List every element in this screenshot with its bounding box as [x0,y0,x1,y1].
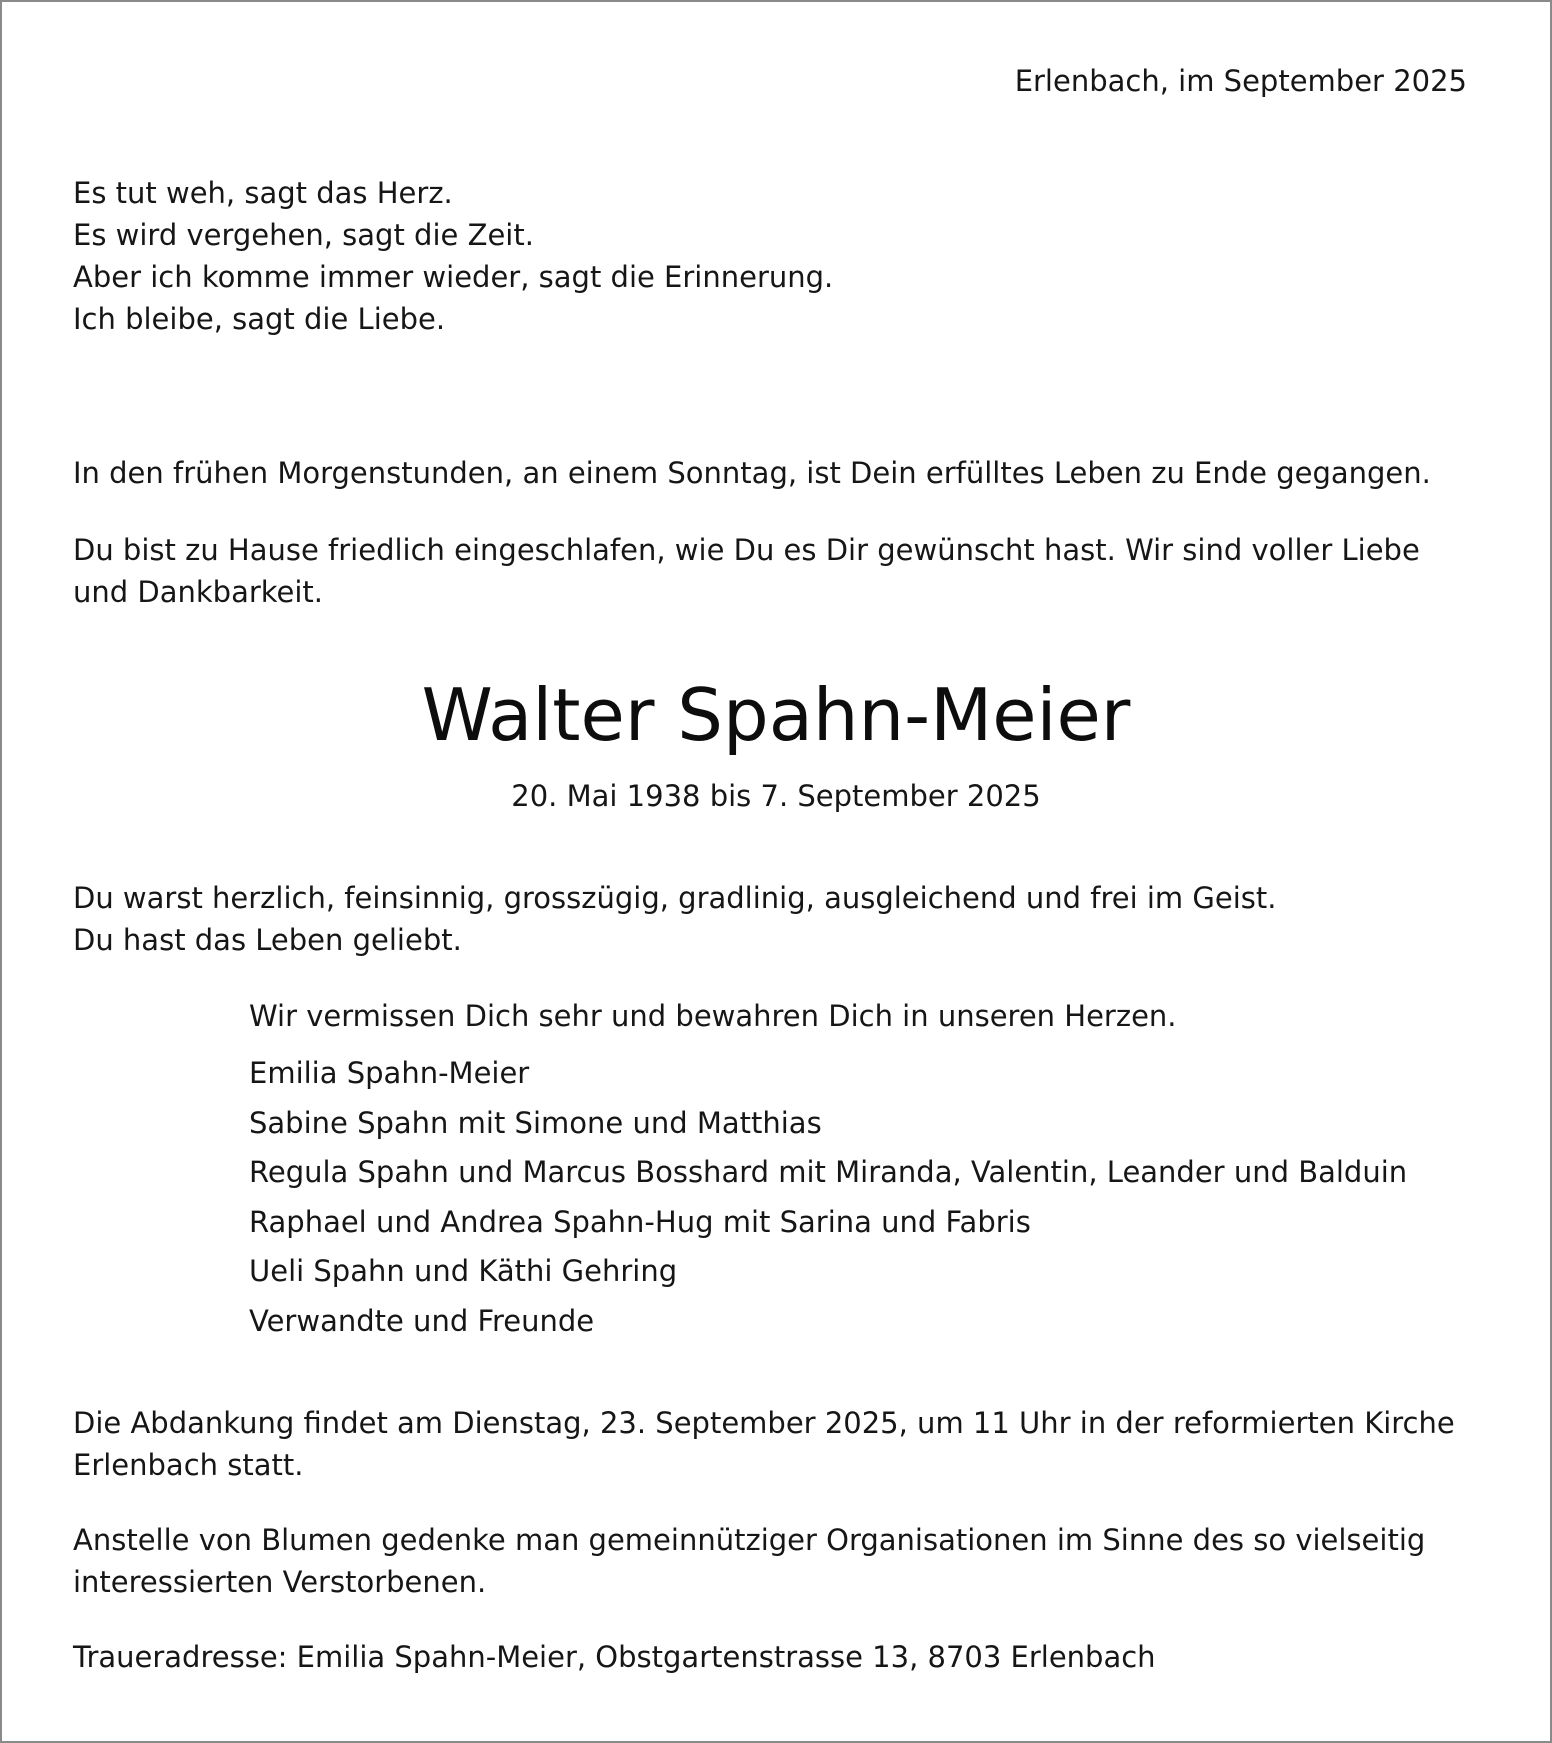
mourners-list [249,995,1407,1349]
mourner-name: Verwandte und Freunde [249,1303,595,1338]
mourner-name: Emilia Spahn-Meier [249,1056,530,1090]
tribute-text [73,877,1276,961]
service-info: Die Abdankung findet am Dienstag, 23. September 2025, um 11 Uhr in der reformierten Kirche Erlenbach statt. [73,1406,1455,1482]
poem-line: Aber ich komme immer wieder, sagt die Erinnerung. [73,260,834,294]
deceased-name: Walter Spahn-Meier [421,673,1131,757]
poem-line: Es tut weh, sagt das Herz. [73,176,453,210]
poem-line: Es wird vergehen, sagt die Zeit. [73,218,534,252]
poem [73,172,833,340]
intro-paragraph-1: In den frühen Morgenstunden, an einem Sonntag, ist Dein erfülltes Leben zu Ende gegangen. [73,456,1431,490]
mourner-name: Sabine Spahn mit Simone und Matthias [249,1105,822,1140]
intro-paragraph-2: Du bist zu Hause friedlich eingeschlafen, wie Du es Dir gewünscht hast. Wir sind voller Liebe und Dankbarkeit. [73,533,1420,609]
tribute-line: Du warst herzlich, feinsinnig, grosszügig, gradlinig, ausgleichend und frei im Geist. [73,881,1277,915]
miss-you-line: Wir vermissen Dich sehr und bewahren Dich in unseren Herzen. [249,999,1177,1033]
mourner-name: Raphael und Andrea Spahn-Hug mit Sarina und Fabris [249,1204,1031,1239]
tribute-line: Du hast das Leben geliebt. [73,923,462,957]
mourner-name: Ueli Spahn und Käthi Gehring [249,1254,678,1288]
donation-note: Anstelle von Blumen gedenke man gemeinnütziger Organisationen im Sinne des so vielseitig interessierten Verstorbenen. [73,1523,1426,1599]
mourner-name: Regula Spahn und Marcus Bosshard mit Miranda, Valentin, Leander und Balduin [249,1155,1408,1189]
mourning-address: Traueradresse: Emilia Spahn-Meier, Obstgartenstrasse 13, 8703 Erlenbach [73,1640,1156,1674]
poem-line: Ich bleibe, sagt die Liebe. [73,302,446,336]
dateline: Erlenbach, im September 2025 [1014,64,1467,98]
life-dates: 20. Mai 1938 bis 7. September 2025 [511,779,1041,813]
